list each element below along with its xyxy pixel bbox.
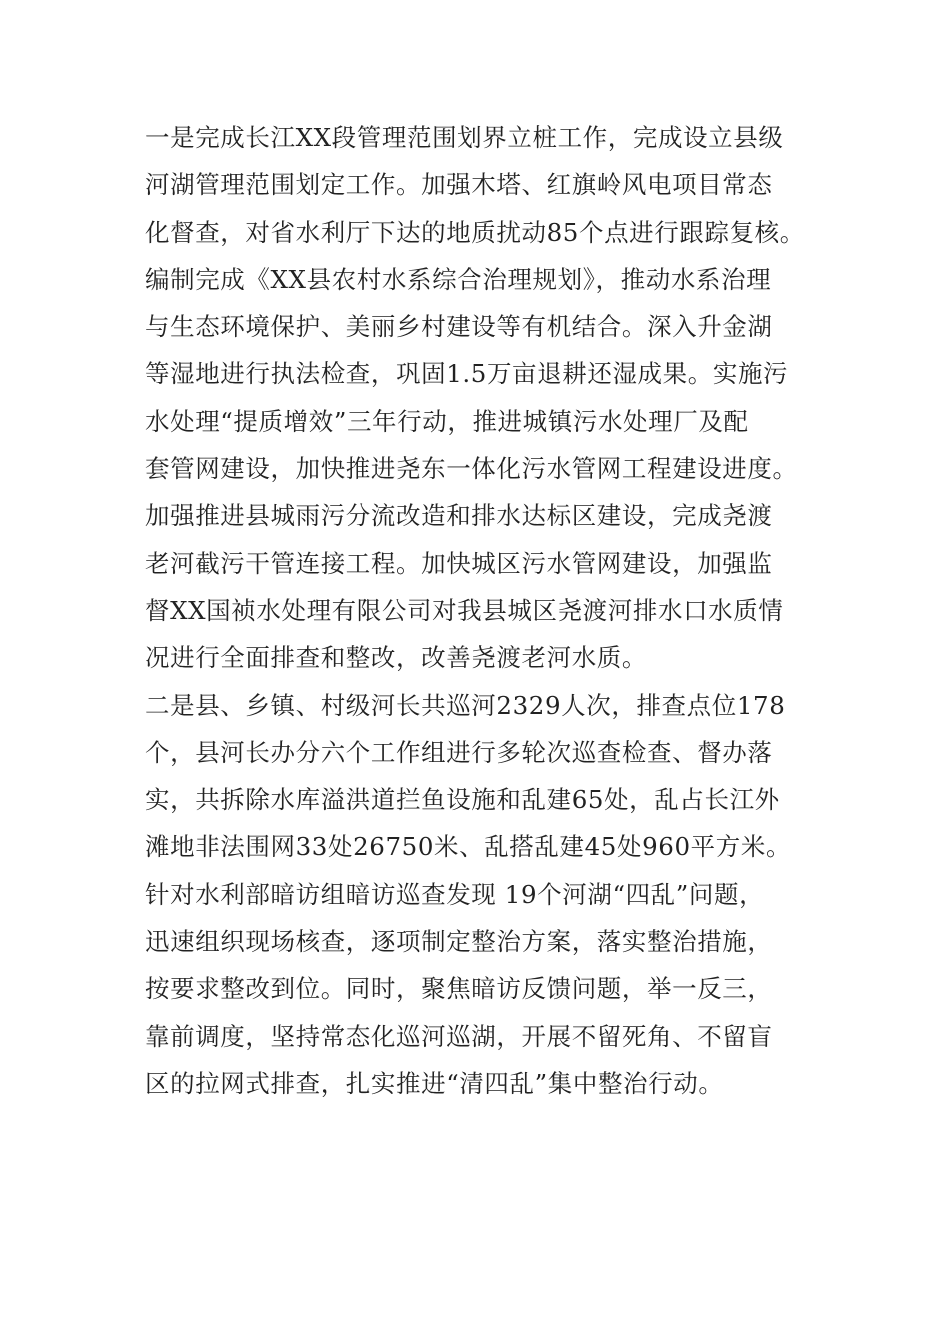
- text-line: 个，县河长办分六个工作组进行多轮次巡查检查、督办落: [145, 737, 773, 767]
- text-line: 按要求整改到位。同时，聚焦暗访反馈问题，举一反三，: [145, 974, 773, 1004]
- text-line: 区的拉网式排查，扎实推进“清四乱”集中整治行动。: [145, 1068, 724, 1098]
- document-body: [145, 114, 845, 1107]
- text-line: 与生态环境保护、美丽乡村建设等有机结合。深入升金湖: [145, 312, 773, 342]
- text-line: 滩地非法围网33处26750米、乱搭乱建45处960平方米。: [145, 832, 792, 862]
- text-line: 老河截污干管连接工程。加快城区污水管网建设，加强监: [145, 548, 773, 578]
- text-line: 水处理“提质增效”三年行动，推进城镇污水处理厂及配: [145, 406, 749, 436]
- text-line: 一是完成长江XX段管理范围划界立桩工作，完成设立县级: [145, 123, 784, 152]
- text-line: 靠前调度，坚持常态化巡河巡湖，开展不留死角、不留盲: [145, 1021, 773, 1051]
- text-line: 针对水利部暗访组暗访巡查发现 19个河湖“四乱”问题，: [145, 879, 765, 909]
- text-line: 加强推进县城雨污分流改造和排水达标区建设，完成尧渡: [145, 501, 773, 531]
- text-line: 套管网建设，加快推进尧东一体化污水管网工程建设进度。: [145, 454, 798, 484]
- text-line: 迅速组织现场核查，逐项制定整治方案，落实整治措施，: [145, 927, 773, 957]
- text-line: 二是县、乡镇、村级河长共巡河2329人次，排查点位178: [145, 690, 786, 720]
- text-line: 编制完成《XX县农村水系综合治理规划》，推动水系治理: [145, 264, 772, 294]
- text-line: 实，共拆除水库溢洪道拦鱼设施和乱建65处，乱占长江外: [145, 785, 780, 815]
- text-line: 况进行全面排查和整改，改善尧渡老河水质。: [145, 643, 647, 673]
- text-line: 化督查，对省水利厅下达的地质扰动85个点进行跟踪复核。: [145, 217, 805, 247]
- text-line: 河湖管理范围划定工作。加强木塔、红旗岭风电项目常态: [145, 170, 773, 200]
- text-line: 等湿地进行执法检查，巩固1.5万亩退耕还湿成果。实施污: [145, 359, 789, 389]
- text-line: 督XX国祯水处理有限公司对我县城区尧渡河排水口水质情: [145, 595, 784, 625]
